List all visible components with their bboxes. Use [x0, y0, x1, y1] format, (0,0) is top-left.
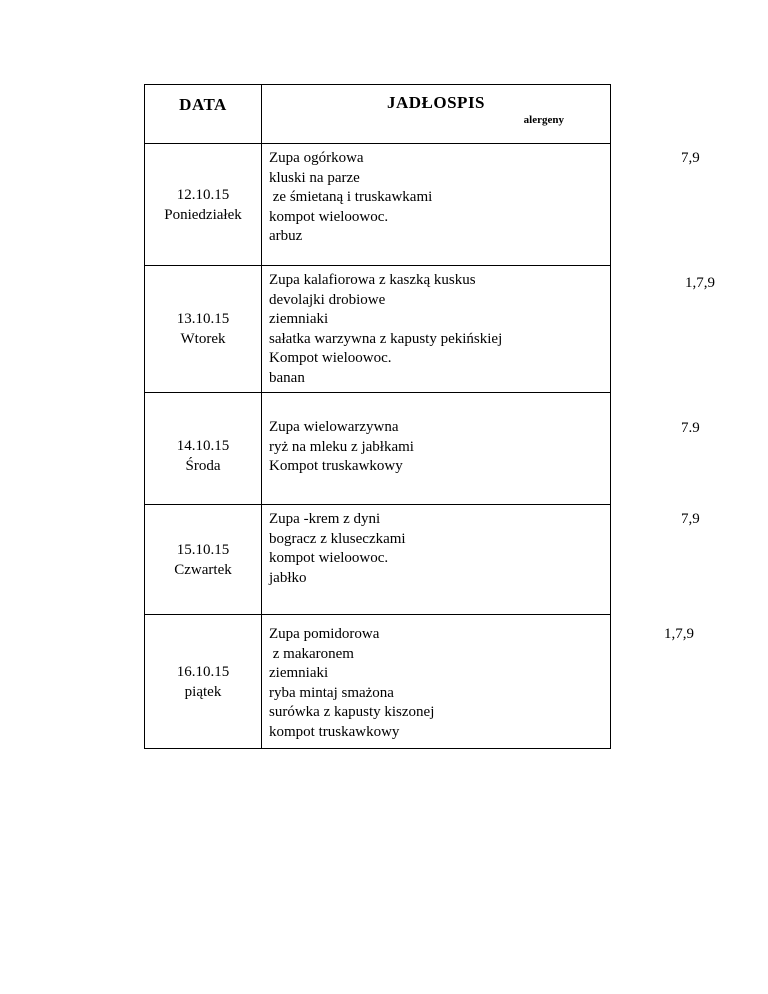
- dish-item: jabłko: [269, 569, 307, 586]
- dish-item: ziemniaki: [269, 311, 329, 327]
- day-cell: [145, 144, 262, 266]
- dish-item: ryba mintaj smażona: [269, 684, 394, 701]
- day-row: [145, 144, 611, 266]
- menu-cell: [262, 505, 700, 615]
- day-weekday: piątek: [184, 683, 222, 700]
- menu-column-header: [262, 85, 611, 144]
- dish-item: Kompot truskawkowy: [269, 458, 403, 474]
- day-cell: [145, 615, 262, 749]
- allergen-codes: 7,9: [681, 150, 700, 166]
- allergen-codes: 1,7,9: [664, 626, 694, 642]
- day-row: [145, 393, 611, 505]
- dish-item: kluski na parze: [269, 169, 360, 186]
- dish-item: arbuz: [269, 228, 303, 244]
- dish-item: ryż na mleku z jabłkami: [269, 438, 414, 455]
- menu-cell: [262, 266, 715, 393]
- dish-item: banan: [269, 369, 305, 386]
- day-weekday: Wtorek: [180, 331, 226, 347]
- dish-item: Zupa ogórkowa: [269, 150, 364, 166]
- day-weekday: Czwartek: [174, 561, 232, 578]
- day-row: [145, 505, 611, 615]
- dish-item: Kompot wieloowoc.: [269, 350, 392, 366]
- dish-item: kompot wieloowoc.: [269, 550, 389, 566]
- day-weekday: Poniedziałek: [164, 206, 242, 223]
- day-date: 13.10.15: [176, 311, 230, 327]
- menu-title: JADŁOSPIS: [386, 93, 486, 112]
- allergens-header: alergeny: [523, 114, 564, 126]
- allergen-codes: 7,9: [681, 511, 700, 527]
- dish-item: ziemniaki: [269, 665, 329, 681]
- dish-item: kompot truskawkowy: [269, 723, 400, 740]
- dish-item: ze śmietaną i truskawkami: [269, 189, 433, 205]
- menu-cell: [262, 615, 694, 749]
- menu-cell: [262, 393, 700, 505]
- day-date: 15.10.15: [176, 541, 230, 558]
- menu-cell: [262, 144, 700, 266]
- dish-item: devolajki drobiowe: [269, 291, 386, 308]
- day-date: 14.10.15: [176, 437, 230, 454]
- dish-item: sałatka warzywna z kapusty pekińskiej: [269, 330, 503, 347]
- allergen-codes: 1,7,9: [685, 275, 715, 291]
- dish-item: Zupa wielowarzywna: [269, 419, 399, 435]
- day-cell: [145, 505, 262, 615]
- dish-item: z makaronem: [269, 645, 354, 662]
- dish-item: surówka z kapusty kiszonej: [269, 704, 435, 720]
- day-row: [145, 266, 611, 393]
- dish-item: Zupa pomidorowa: [269, 626, 380, 642]
- day-row: [145, 615, 611, 749]
- date-column-header: DATA: [145, 85, 262, 144]
- day-weekday: Środa: [185, 457, 221, 474]
- day-cell: [145, 266, 262, 393]
- dish-item: bogracz z kluseczkami: [269, 530, 406, 547]
- day-date: 16.10.15: [176, 663, 230, 680]
- dish-item: kompot wieloowoc.: [269, 208, 389, 225]
- dish-item: Zupa -krem z dyni: [269, 511, 381, 527]
- allergen-codes: 7.9: [681, 420, 700, 436]
- day-date: 12.10.15: [176, 186, 230, 203]
- day-cell: [145, 393, 262, 505]
- dish-item: Zupa kalafiorowa z kaszką kuskus: [269, 272, 476, 288]
- header-row: [145, 85, 611, 144]
- menu-table: [144, 84, 715, 749]
